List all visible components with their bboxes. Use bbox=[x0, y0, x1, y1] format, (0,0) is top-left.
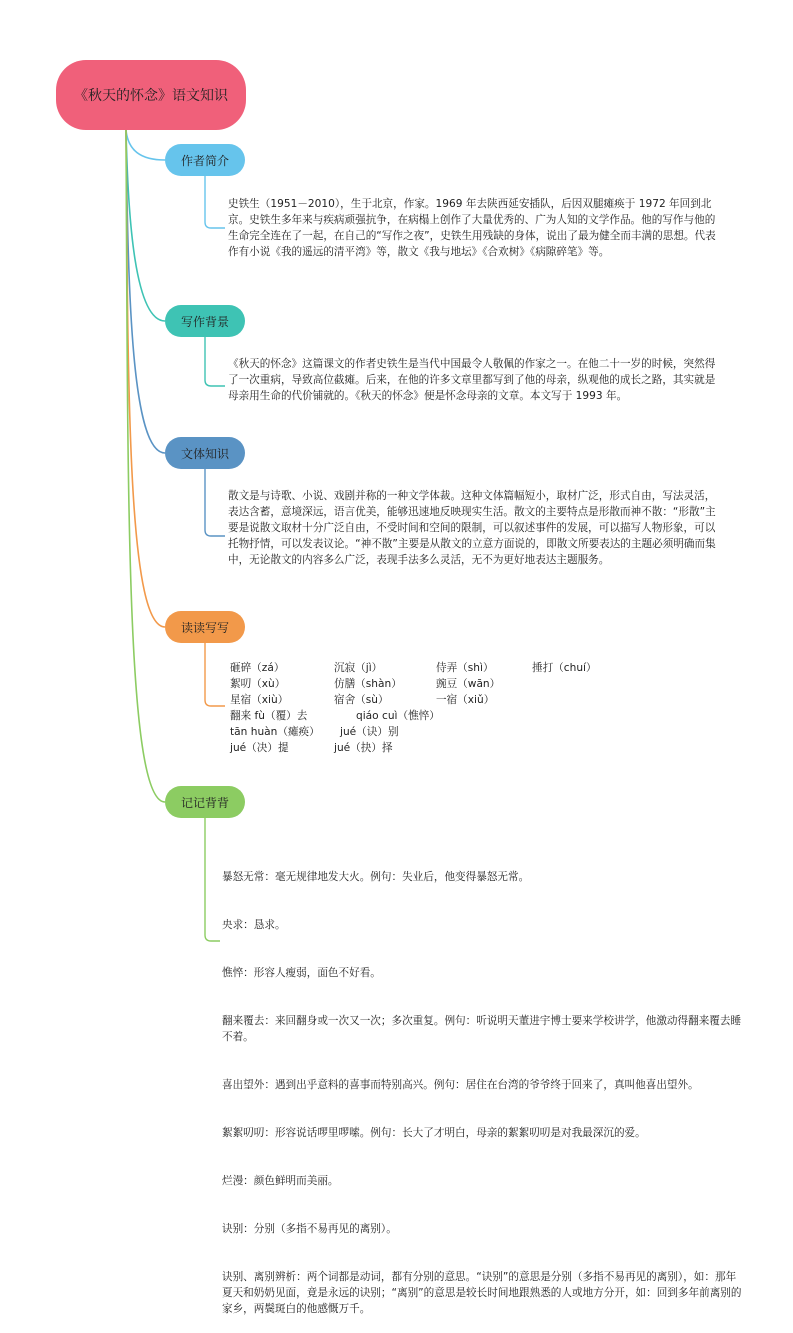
branch-author-label: 作者简介 bbox=[180, 153, 229, 168]
memorize-line: 絮絮叨叨：形容说话啰里啰嗦。例句：长大了才明白，母亲的絮絮叨叨是对我最深沉的爱。 bbox=[222, 1127, 646, 1139]
root-topic[interactable] bbox=[56, 60, 246, 130]
connector-reading bbox=[126, 130, 165, 627]
branch-memorize[interactable] bbox=[165, 786, 245, 818]
word-item: 沉寂（jì） bbox=[334, 662, 383, 674]
branch-author[interactable] bbox=[165, 144, 245, 176]
word-item: 捶打（chuí） bbox=[532, 662, 597, 674]
word-item: 一宿（xiǔ） bbox=[436, 694, 495, 706]
bracket-author bbox=[205, 176, 225, 228]
memorize-line: 央求：恳求。 bbox=[222, 919, 286, 931]
word-item: 侍弄（shì） bbox=[436, 662, 494, 674]
word-item: 絮叨（xù） bbox=[230, 678, 286, 690]
bracket-genre bbox=[205, 469, 225, 536]
background-text: 《秋天的怀念》这篇课文的作者史铁生是当代中国最令人敬佩的作家之一。在他二十一岁的时候，突然得了一次重病，导致高位截瘫。后来，在他的许多文章里都写到了他的母亲，纵观他的成长之路，其实就是母亲用生命的代价铺就的。《秋天的怀念》便是怀念母亲的文章。本文写于 1993 年。 bbox=[228, 358, 716, 402]
connector-genre bbox=[126, 130, 165, 453]
branch-reading[interactable] bbox=[165, 611, 245, 643]
word-item: 宿舍（sù） bbox=[334, 694, 389, 706]
memorize-text bbox=[222, 837, 742, 1333]
word-item: 星宿（xiù） bbox=[230, 694, 289, 706]
bracket-background bbox=[205, 337, 225, 386]
branch-background-label: 写作背景 bbox=[180, 314, 229, 329]
memorize-line: 憔悴：形容人瘦弱，面色不好看。 bbox=[222, 967, 381, 979]
memorize-line: 翻来覆去：来回翻身或一次又一次；多次重复。例句：听说明天董进宇博士要来学校讲学，他激动得翻来覆去睡不着。 bbox=[222, 1015, 742, 1043]
word-item: jué（决）提 bbox=[230, 742, 289, 754]
word-item: jué（诀）别 bbox=[340, 726, 399, 738]
memorize-line: 诀别、离别辨析：两个词都是动词，都有分别的意思。“诀别”的意思是分别（多指不易再见的离别），如：那年夏天和奶奶见面，竟是永远的诀别；“离别”的意思是较长时间地跟熟悉的人或地方分开，如：回到多年前离别的家乡，两鬓斑白的他感慨万千。 bbox=[222, 1271, 742, 1315]
memorize-line: 喜出望外：遇到出乎意料的喜事而特别高兴。例句：居住在台湾的爷爷终于回来了，真叫他喜出望外。 bbox=[222, 1079, 699, 1091]
branch-background[interactable] bbox=[165, 305, 245, 337]
word-item: 仿膳（shàn） bbox=[334, 678, 402, 690]
bracket-memorize bbox=[205, 818, 220, 941]
author-text: 史铁生（1951－2010），生于北京，作家。1969 年去陕西延安插队，后因双腿瘫痪于 1972 年回到北京。史铁生多年来与疾病顽强抗争，在病榻上创作了大量优秀的、广为人知的文学作品。他的写作与他的生命完全连在了一起，在自己的“写作之夜”，史铁生用残缺的身体，说出了最为健全而丰满的思想。代表作有小说《我的遥远的清平湾》等，散文《我与地坛》《合欢树》《病隙碎笔》等。 bbox=[228, 198, 716, 258]
memorize-line: 诀别：分别（多指不易再见的离别）。 bbox=[222, 1223, 397, 1235]
root-topic-label: 《秋天的怀念》语文知识 bbox=[74, 88, 228, 104]
branch-reading-label: 读读写写 bbox=[180, 620, 229, 635]
genre-text: 散文是与诗歌、小说、戏剧并称的一种文学体裁。这种文体篇幅短小，取材广泛，形式自由，写法灵活，表达含蓄，意境深远，语言优美，能够迅速地反映现实生活。散文的主要特点是形散而神不散：“形散”主要是说散文取材十分广泛自由，不受时间和空间的限制，可以叙述事件的发展，可以描写人物形象，可以托物抒情，可以发表议论。“神不散”主要是从散文的立意方面说的，即散文所要表达的主题必须明确而集中，无论散文的内容多么广泛，表现手法多么灵活，无不为更好地表达主题服务。 bbox=[228, 490, 716, 566]
word-item: jué（抉）择 bbox=[334, 742, 393, 754]
branch-memorize-label: 记记背背 bbox=[180, 795, 229, 810]
connector-background bbox=[126, 130, 165, 321]
branch-genre-label: 文体知识 bbox=[180, 446, 229, 461]
word-item: 豌豆（wān） bbox=[436, 678, 501, 690]
connector-author bbox=[126, 130, 165, 160]
word-item: 砸碎（zá） bbox=[230, 662, 285, 674]
memorize-line: 烂漫：颜色鲜明而美丽。 bbox=[222, 1175, 339, 1187]
word-item: 翻来 fù（覆）去 bbox=[230, 710, 308, 722]
word-item: tān huàn（瘫痪） bbox=[230, 726, 320, 738]
memorize-line: 暴怒无常：毫无规律地发大火。例句：失业后，他变得暴怒无常。 bbox=[222, 871, 530, 883]
branch-genre[interactable] bbox=[165, 437, 245, 469]
word-item: qiáo cuì（憔悴） bbox=[356, 710, 440, 722]
bracket-reading bbox=[205, 643, 225, 706]
